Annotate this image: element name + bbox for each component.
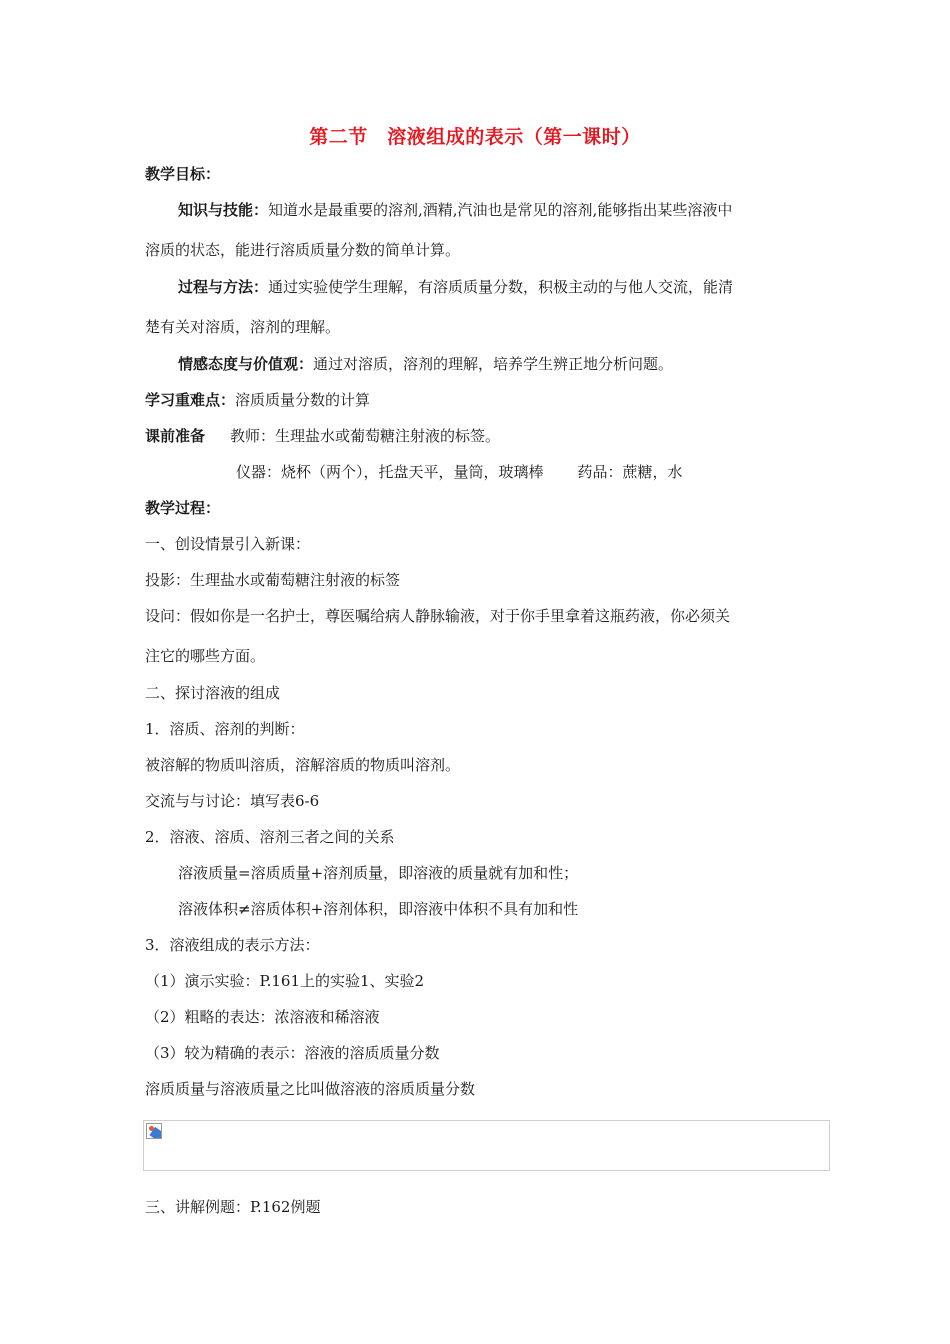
process-line: 交流与与讨论：填写表6-6	[145, 792, 320, 810]
process-line: 溶液质量=溶质质量+溶剂质量，即溶液的质量就有加和性；	[178, 864, 579, 882]
page-title: 第二节 溶液组成的表示（第一课时）	[309, 126, 641, 148]
process-line: （1）演示实验：P.161上的实验1、实验2	[145, 972, 425, 990]
process-line: 溶质质量与溶液质量之比叫做溶液的溶质质量分数	[145, 1080, 476, 1098]
process-method-label: 过程与方法：	[178, 278, 269, 296]
knowledge-label: 知识与技能：	[178, 201, 269, 219]
process-line: 一、创设情景引入新课：	[145, 535, 311, 553]
preparation-materials-line	[236, 462, 683, 482]
key-points-text: 溶质质量分数的计算	[235, 391, 371, 409]
process-line-examples: 三、讲解例题：P.162例题	[145, 1198, 321, 1216]
knowledge-line	[178, 200, 732, 220]
key-points-line	[145, 390, 370, 410]
process-line: 二、探讨溶液的组成	[145, 684, 281, 702]
preparation-chemicals: 药品：蔗糖，水	[577, 463, 683, 481]
process-line: 设问：假如你是一名护士，尊医嘱给病人静脉输液，对于你手里拿着这瓶药液，你必须关	[145, 607, 731, 625]
process-line: 3．溶液组成的表示方法：	[145, 936, 320, 954]
emotion-label: 情感态度与价值观：	[178, 355, 314, 373]
process-line: 2．溶液、溶质、溶剂三者之间的关系	[145, 828, 395, 846]
process-line: （2）粗略的表达：浓溶液和稀溶液	[145, 1008, 380, 1026]
knowledge-text-cont: 溶质的状态，能进行溶质质量分数的简单计算。	[145, 241, 461, 259]
preparation-teacher: 教师：生理盐水或葡萄糖注射液的标签。	[230, 427, 501, 445]
process-line: 溶液体积≠溶质体积+溶剂体积，即溶液中体积不具有加和性	[178, 900, 579, 918]
broken-image-icon	[146, 1123, 162, 1139]
knowledge-text: 知道水是最重要的溶剂,酒精,汽油也是常见的溶剂,能够指出某些溶液中	[268, 201, 733, 219]
process-line: （3）较为精确的表示：溶液的溶质质量分数	[145, 1044, 440, 1062]
preparation-label: 课前准备	[145, 427, 206, 445]
process-line: 1．溶质、溶剂的判断：	[145, 720, 305, 738]
emotion-line	[178, 354, 673, 374]
objectives-heading: 教学目标：	[145, 165, 221, 183]
process-line: 投影：生理盐水或葡萄糖注射液的标签	[145, 571, 401, 589]
process-line: 被溶解的物质叫溶质，溶解溶质的物质叫溶剂。	[145, 756, 461, 774]
preparation-line	[145, 426, 500, 446]
preparation-instruments: 仪器：烧杯（两个），托盘天平，量筒，玻璃棒	[236, 463, 544, 481]
process-heading: 教学过程：	[145, 499, 221, 517]
process-method-line	[178, 277, 733, 297]
process-method-text: 通过实验使学生理解，有溶质质量分数，积极主动的与他人交流，能清	[268, 278, 734, 296]
key-points-label: 学习重难点：	[145, 391, 236, 409]
broken-image-placeholder	[143, 1120, 830, 1171]
emotion-text: 通过对溶质，溶剂的理解，培养学生辨正地分析问题。	[313, 355, 674, 373]
process-line: 注它的哪些方面。	[145, 647, 266, 665]
process-method-text-cont: 楚有关对溶质，溶剂的理解。	[145, 318, 341, 336]
